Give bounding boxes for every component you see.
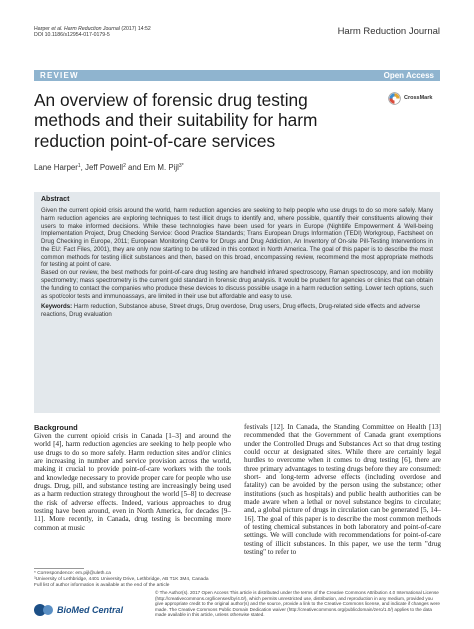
open-access-label: Open Access [383,71,434,80]
publisher-logo [34,602,123,618]
abstract-paragraph-1: Given the current opioid crisis around the world, harm reduction agencies are seeking to help people who use drugs to do so more safely. Many harm reduction agencies are exploring techniques to test illicit drugs to identify and, where possible, quantify their constituents allowing their users to make informed decisions. While these technologies have been used for years in Europe (Nightlife Empowerment & Well-being Implementation Project, Drug Checking Service: Good Practice Standards; Trans European Drugs Information (TEDI) Workgroup, Factsheet on Drug Checking in Europe, 2011; European Monitoring Centre for Drugs and Drug Addiction, An Inventory of On-site Pill-Testing Interventions in the EU: Fact Files, 2001), they are only now starting to be utilized in this context in North America. The goal of this paper is to describe the most common methods for testing illicit substances and then, based on this broad, encompassing review, recommend the most appropriate methods for testing at point of care. [41,207,433,269]
keywords-label: Keywords: [41,303,73,311]
journal-name: Harm Reduction Journal [337,26,440,37]
article-title: An overview of forensic drug testing methods and their suitability for harm reduction point-of-care services [34,90,318,151]
article-citation [34,26,151,39]
keywords [41,303,433,319]
abstract-paragraph-2: Based on our review, the best methods for point-of-care drug testing are handheld infrared spectroscopy, Raman spectroscopy, and ion mobility spectrometry; mass spectrometry is the current gold standard in forensic drug analysis. It would be prudent for agencies or clinics that can obtain the funding to contact the companies who produce these devices to discuss possible usage in a harm reduction setting. Lower tech options, such as spot/color tests and immunoassays, are limited in their use but affordable and easy to use. [41,269,433,300]
citation-author: Harper [34,26,52,32]
author-2[interactable]: Jeff Powell$^2$ [85,163,126,172]
crossmark-label: CrossMark [404,95,433,101]
background-heading: Background [34,423,78,432]
footnote-divider [34,568,84,569]
author-1[interactable]: Lane Harper$^1$ [34,163,81,172]
abstract-heading: Abstract [41,196,70,203]
author-info-note: Full list of author information is available at the end of the article [34,583,170,588]
keywords-text: Harm reduction, Substance abuse, Street drugs, Drug overdose, Drug users, Drug effects, Drug-related side effects and adverse reactions, Drug evaluation [41,303,421,319]
article-type-label: REVIEW [40,71,79,80]
crossmark-icon [388,92,401,105]
citation-journal: et al. Harm Reduction Journal [51,26,120,32]
body-right-column: festivals [12]. In Canada, the Standing Committee on Health [13] recommended that the Government of Canada grant exemptions under the Controlled Drugs and Substances Act so that drug testing could occur at designated sites. While there are certainly legal hurdles to overcome when it comes to drug testing [6], there are three primary advantages to testing drugs before they are consumed: short- and long-term adverse effects (including overdose and fatality) can be avoided by the person using the substance; other institutions (such as hospitals) and public health authorities can be made aware when a lethal or novel substance begins to circulate; and, a global picture of drugs in circulation can be generated [5, 14–16]. The goal of this paper is to describe the most common methods of testing chemical substances in both laboratory and point-of-care settings. We will conclude with recommendations for point-of-care testing of illicit substances. In this paper, we use the term "drug testing" to refer to [244,423,441,557]
body-left-column: Given the current opioid crisis in Canada [1–3] and around the world [4], harm reduction agencies are seeking to help people who use drugs to do so more safely. Harm reduction sites and/or clinics are increasing in number and service provision across the world, making it crucial to provide point-of-care workers with the tools and knowledge necessary to provide proper care for people who use drugs. Drug, pill, and substance testing are increasingly being used as a harm reduction strategy throughout the world [5–8] to decrease the risk of adverse effects. Indeed, various approaches to drug testing have been around, even in North America, for decades [9–11]. More recently, in Canada, drug testing is becoming more common at music [34,432,231,532]
article-type-band [34,70,440,81]
publisher-name: BioMed Central [57,605,124,615]
correspondence-footnote[interactable]: * Correspondence: em.pijl@uleth.ca [34,571,111,576]
author-3[interactable]: Em M. Pijl$^{3*}$ [143,163,184,172]
doi-link[interactable]: DOI 10.1186/s12954-017-0179-5 [34,32,110,39]
footnotes [34,571,229,589]
biomed-central-icon [34,602,54,618]
crossmark-badge[interactable] [388,90,440,106]
author-list: Lane Harper$^1$, Jeff Powell$^2$ and Em M. Pijl$^{3*}$ [34,163,184,172]
license-text: © The Author(s). 2017 Open Access This article is distributed under the terms of the Creative Commons Attribution 4.0 International License (http://creativecommons.org/licenses/by/4.0/), which permits unrestricted use, distribution, and reproduction in any medium, provided you give appropriate credit to the original author(s) and the source, provide a link to the Creative Commons license, and indicate if changes were made. The Creative Commons Public Domain Dedication waiver (http://creativecommons.org/publicdomain/zero/1.0/) applies to the data made available in this article, unless otherwise stated. [155,590,440,618]
citation-year: (2017) 14:52 [119,26,151,32]
abstract-panel [34,192,440,413]
affiliation-footnote: ³University of Lethbridge, 4401 University Drive, Lethbridge, AB T1K 3M4, Canada [34,577,209,582]
